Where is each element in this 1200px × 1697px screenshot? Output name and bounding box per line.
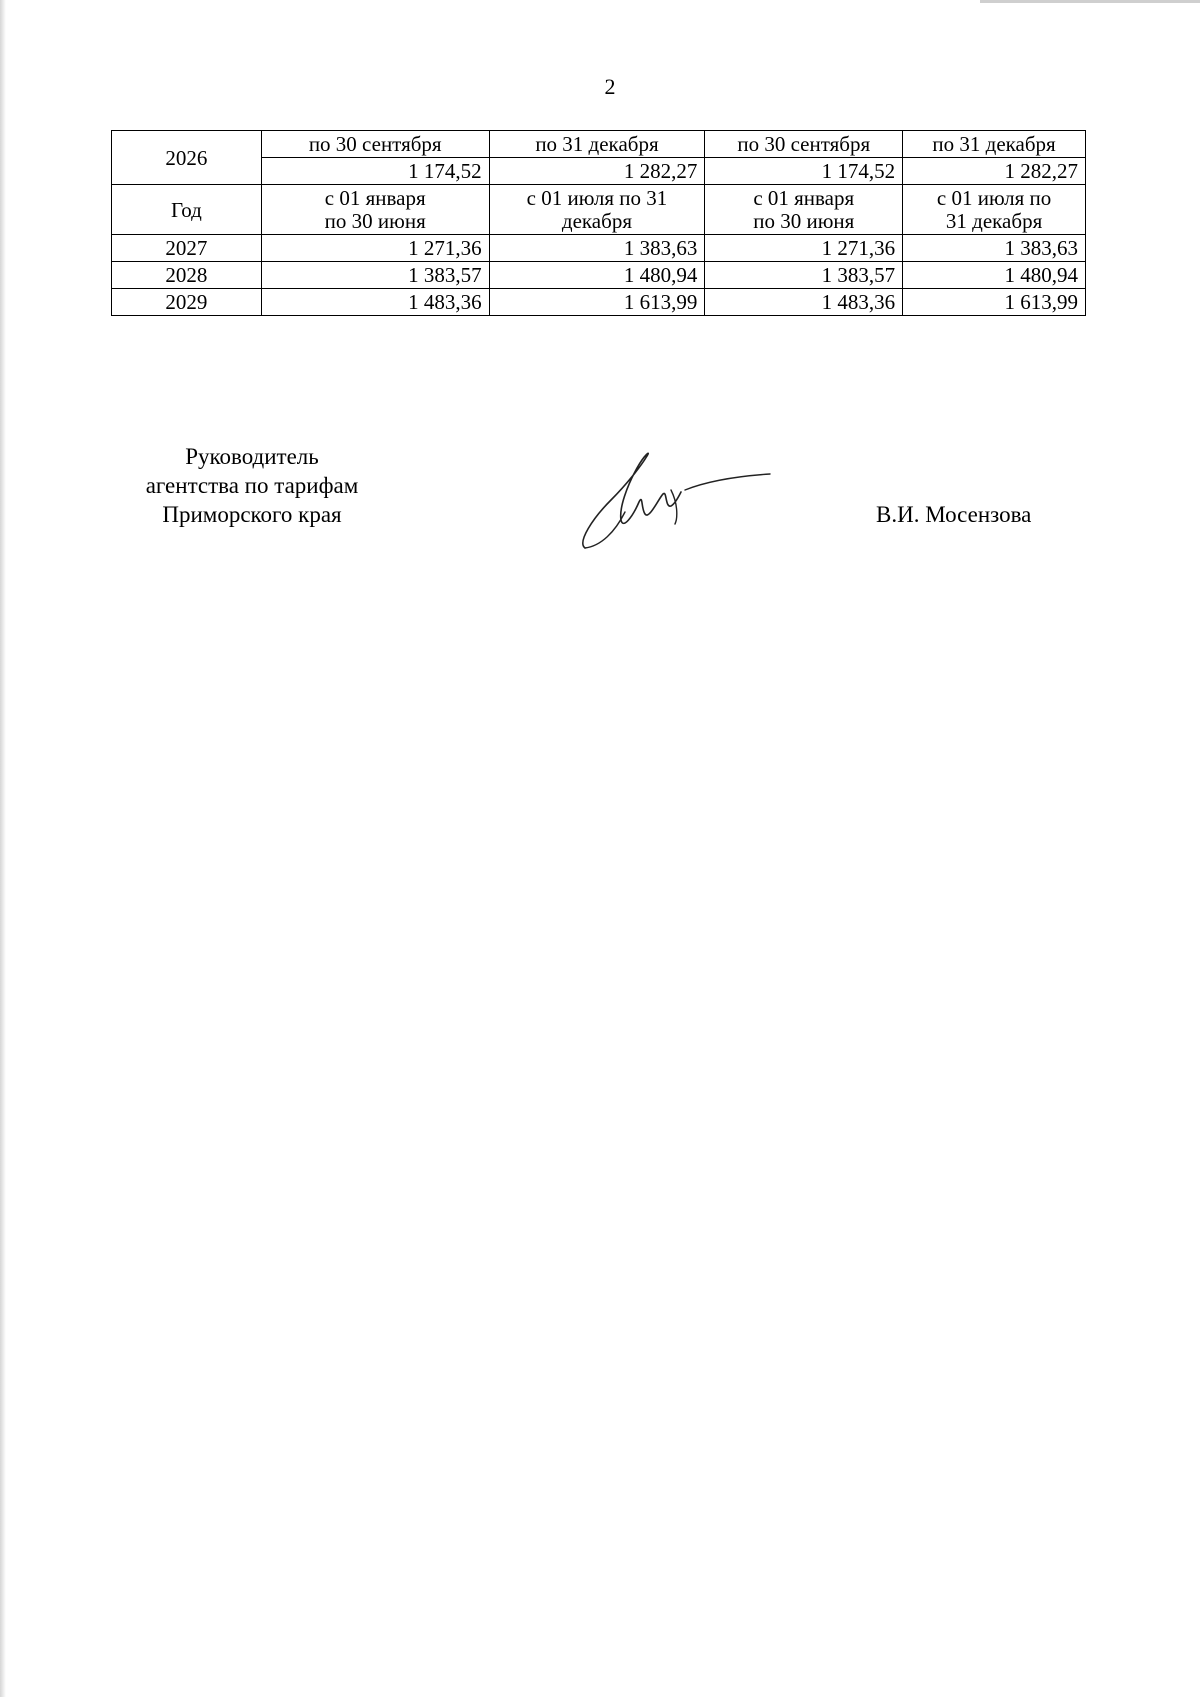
year-cell: 2026 <box>112 131 262 185</box>
period-header-line: декабря <box>561 209 632 233</box>
period-header-line: с 01 января <box>324 186 426 210</box>
period-header-cell <box>705 185 903 235</box>
period-header-line: с 01 июля по <box>936 186 1052 210</box>
value-cell: 1 383,57 <box>705 262 903 289</box>
year-header-cell: Год <box>112 185 262 235</box>
period-header-line: 31 декабря <box>945 209 1043 233</box>
value-cell: 1 383,57 <box>261 262 489 289</box>
year-cell: 2029 <box>112 289 262 316</box>
signatory-title-line: агентства по тарифам <box>145 473 359 498</box>
table-row <box>112 289 1086 316</box>
value-cell: 1 483,36 <box>261 289 489 316</box>
year-cell: 2027 <box>112 235 262 262</box>
tariff-table <box>111 130 1086 316</box>
value-cell: 1 480,94 <box>903 262 1086 289</box>
period-header-line: по 30 июня <box>753 209 855 233</box>
value-cell: 1 483,36 <box>705 289 903 316</box>
value-cell: 1 282,27 <box>903 158 1086 185</box>
value-cell: 1 174,52 <box>261 158 489 185</box>
period-cell: по 31 декабря <box>903 131 1086 158</box>
value-cell: 1 271,36 <box>261 235 489 262</box>
period-header-line: с 01 января <box>753 186 855 210</box>
period-header-cell <box>489 185 705 235</box>
table-row-2026-periods <box>112 131 1086 158</box>
signatory-title-line: Приморского края <box>162 502 342 527</box>
signatory-title <box>118 442 386 529</box>
signatory-name: В.И. Мосензова <box>876 502 1032 527</box>
value-cell: 1 480,94 <box>489 262 705 289</box>
value-cell: 1 613,99 <box>489 289 705 316</box>
period-cell: по 31 декабря <box>489 131 705 158</box>
period-header-cell <box>261 185 489 235</box>
value-cell: 1 174,52 <box>705 158 903 185</box>
scan-edge <box>0 0 6 1697</box>
table-row <box>112 235 1086 262</box>
signatory-title-line: Руководитель <box>185 444 319 469</box>
year-cell: 2028 <box>112 262 262 289</box>
value-cell: 1 613,99 <box>903 289 1086 316</box>
period-header-line: с 01 июля по 31 <box>526 186 668 210</box>
period-cell: по 30 сентября <box>705 131 903 158</box>
period-header-line: по 30 июня <box>324 209 426 233</box>
value-cell: 1 383,63 <box>903 235 1086 262</box>
page-number: 2 <box>604 74 616 99</box>
period-cell: по 30 сентября <box>261 131 489 158</box>
handwritten-signature <box>575 450 775 555</box>
value-cell: 1 383,63 <box>489 235 705 262</box>
scan-edge-top <box>980 0 1200 3</box>
table-row <box>112 262 1086 289</box>
value-cell: 1 282,27 <box>489 158 705 185</box>
value-cell: 1 271,36 <box>705 235 903 262</box>
period-header-cell <box>903 185 1086 235</box>
table-header-row <box>112 185 1086 235</box>
